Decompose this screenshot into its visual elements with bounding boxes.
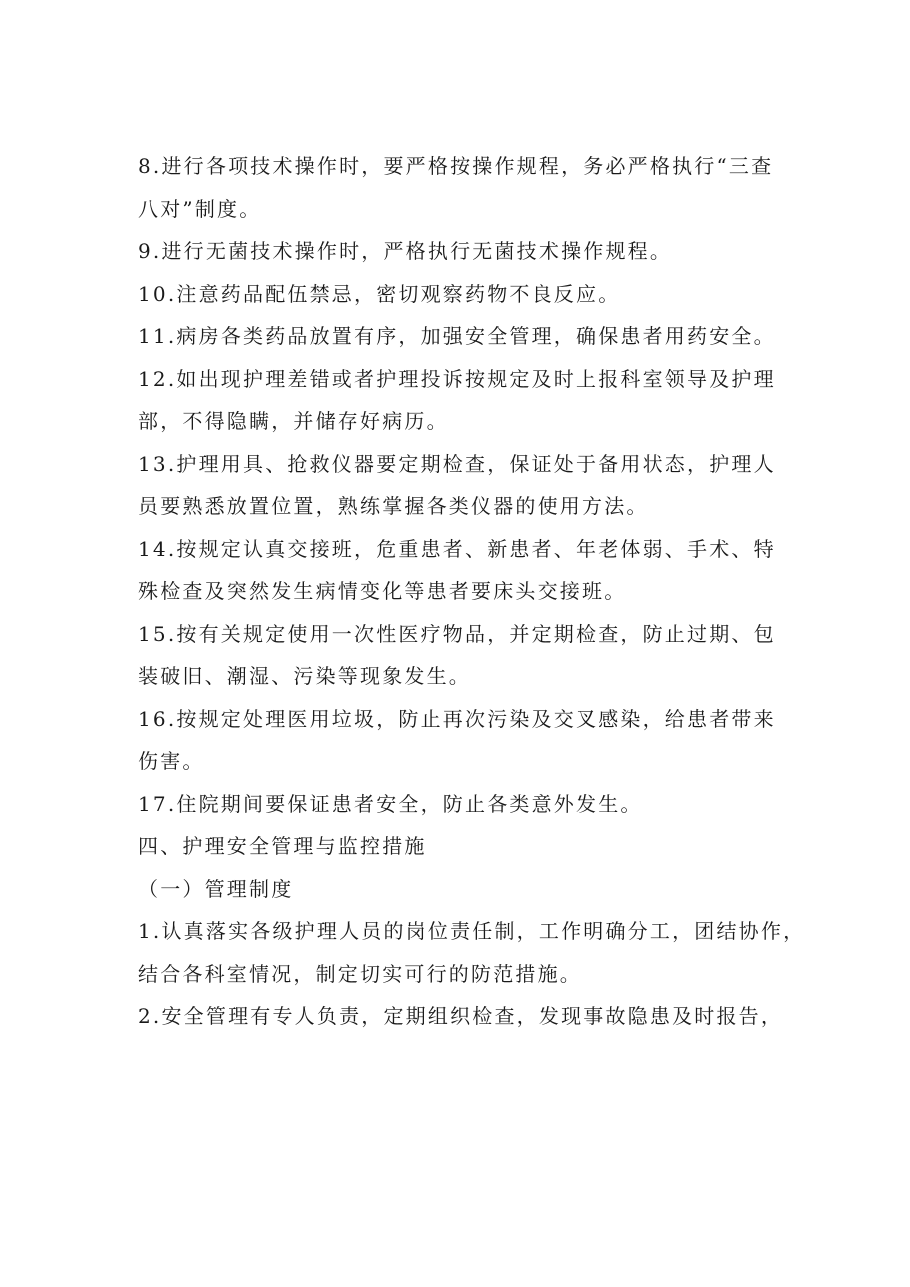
text-line: 伤害。 (138, 749, 205, 773)
text-line: 9.进行无菌技术操作时，严格执行无菌技术操作规程。 (138, 239, 673, 263)
text-line: 1.认真落实各级护理人员的岗位责任制，工作明确分工，团结协作， (138, 919, 806, 943)
text-line: 装破旧、潮湿、污染等现象发生。 (138, 664, 471, 688)
text-line: 结合各科室情况，制定切实可行的防范措施。 (138, 962, 582, 986)
text-line: 部，不得隐瞒，并储存好病历。 (138, 409, 449, 433)
text-line: 14.按规定认真交接班，危重患者、新患者、年老体弱、手术、特 (138, 537, 776, 561)
text-line: 10.注意药品配伍禁忌，密切观察药物不良反应。 (138, 282, 621, 306)
text-line: 11.病房各类药品放置有序，加强安全管理，确保患者用药安全。 (138, 324, 776, 348)
text-line: 16.按规定处理医用垃圾，防止再次污染及交叉感染，给患者带来 (138, 707, 776, 731)
text-line: 八对”制度。 (138, 197, 262, 221)
subsection-heading: （一）管理制度 (138, 877, 294, 901)
text-line: 12.如出现护理差错或者护理投诉按规定及时上报科室领导及护理 (138, 367, 776, 391)
text-line: 殊检查及突然发生病情变化等患者要床头交接班。 (138, 579, 627, 603)
section-heading: 四、护理安全管理与监控措施 (138, 834, 427, 858)
text-line: 8.进行各项技术操作时，要严格按操作规程，务必严格执行“三查 (138, 154, 774, 178)
text-line: 13.护理用具、抢救仪器要定期检查，保证处于备用状态，护理人 (138, 452, 776, 476)
text-line: 15.按有关规定使用一次性医疗物品，并定期检查，防止过期、包 (138, 622, 776, 646)
text-line: 2.安全管理有专人负责，定期组织检查，发现事故隐患及时报告， (138, 1004, 784, 1028)
text-line: 17.住院期间要保证患者安全，防止各类意外发生。 (138, 792, 643, 816)
text-line: 员要熟悉放置位置，熟练掌握各类仪器的使用方法。 (138, 494, 649, 518)
